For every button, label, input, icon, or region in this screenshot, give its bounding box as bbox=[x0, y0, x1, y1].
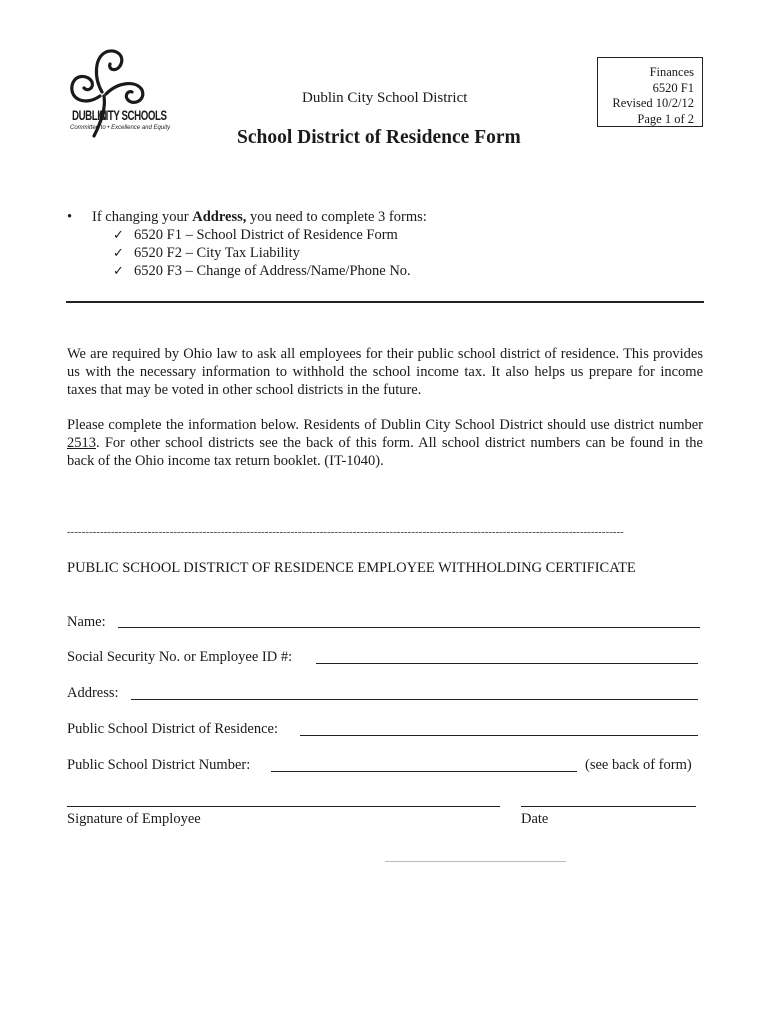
certificate-title: PUBLIC SCHOOL DISTRICT OF RESIDENCE EMPLOYEE WITHHOLDING CERTIFICATE bbox=[67, 560, 636, 576]
checklist-item-text: 6520 F3 – Change of Address/Name/Phone No. bbox=[134, 263, 411, 279]
logo-tagline: Committed to • Excellence and Equity bbox=[70, 125, 171, 131]
signature-label: Signature of Employee bbox=[67, 811, 201, 827]
instructions-text-post: . For other school districts see the back of this form. All school district numbers can be found in the back of the Ohio income tax return booklet. (IT-1040). bbox=[67, 435, 703, 469]
form-info-box bbox=[597, 57, 703, 127]
name-label: Name: bbox=[67, 614, 106, 630]
checklist-item-text: 6520 F1 – School District of Residence Form bbox=[134, 227, 398, 243]
bullet-intro-bold: Address, bbox=[192, 209, 247, 225]
logo-wordmark-dublin: DUBLIN bbox=[72, 108, 107, 123]
date-field[interactable] bbox=[521, 806, 696, 807]
name-field[interactable] bbox=[118, 627, 700, 628]
faint-divider bbox=[385, 861, 566, 862]
school-district-label: Public School District of Residence: bbox=[67, 721, 279, 737]
intro-paragraph: We are required by Ohio law to ask all employees for their public school district of residence. This provides us with the necessary information to withhold the school income tax. It also helps us prepare for income taxes that may be voted in other school districts in the future. bbox=[67, 346, 703, 398]
school-district-number-field[interactable] bbox=[271, 771, 577, 772]
instructions-text-pre: Please complete the information below. Residents of Dublin City School District should use district number bbox=[67, 417, 703, 433]
school-district-number-label: Public School District Number: bbox=[67, 757, 251, 773]
info-box-department: Finances bbox=[649, 65, 694, 79]
bullet-intro bbox=[67, 209, 427, 226]
checkmark-icon: ✓ bbox=[113, 228, 124, 243]
ssn-field[interactable] bbox=[316, 663, 698, 664]
address-label: Address: bbox=[67, 685, 119, 701]
info-box-form-number: 6520 F1 bbox=[652, 80, 694, 95]
checkmark-icon: ✓ bbox=[113, 264, 124, 279]
logo-wordmark-city-schools: CITY SCHOOLS bbox=[99, 108, 167, 123]
see-back-note: (see back of form) bbox=[585, 757, 692, 773]
checklist-item-text: 6520 F2 – City Tax Liability bbox=[134, 245, 300, 261]
district-number: 2513 bbox=[67, 435, 96, 451]
checkmark-icon: ✓ bbox=[113, 246, 124, 261]
address-field[interactable] bbox=[131, 699, 698, 700]
bullet-intro-text-post: you need to complete 3 forms: bbox=[246, 209, 427, 225]
instructions-paragraph bbox=[67, 416, 703, 470]
checklist-item bbox=[113, 263, 411, 280]
date-label: Date bbox=[521, 811, 549, 827]
info-box-revised-date: Revised 10/2/12 bbox=[612, 96, 694, 110]
section-divider bbox=[66, 301, 704, 303]
checklist-item bbox=[113, 245, 300, 262]
cut-line: -------------------------------------------------------------------------------------------------------------------------------------------------------- bbox=[67, 526, 624, 538]
info-box-page-number: Page 1 of 2 bbox=[637, 111, 694, 126]
district-name: Dublin City School District bbox=[302, 90, 468, 106]
bullet-dot: • bbox=[67, 209, 73, 225]
ssn-label: Social Security No. or Employee ID #: bbox=[67, 649, 293, 665]
signature-field[interactable] bbox=[67, 806, 500, 807]
form-title: School District of Residence Form bbox=[237, 127, 521, 148]
checklist-item bbox=[113, 227, 398, 244]
bullet-intro-text-pre: If changing your bbox=[92, 209, 193, 225]
school-district-field[interactable] bbox=[300, 735, 698, 736]
